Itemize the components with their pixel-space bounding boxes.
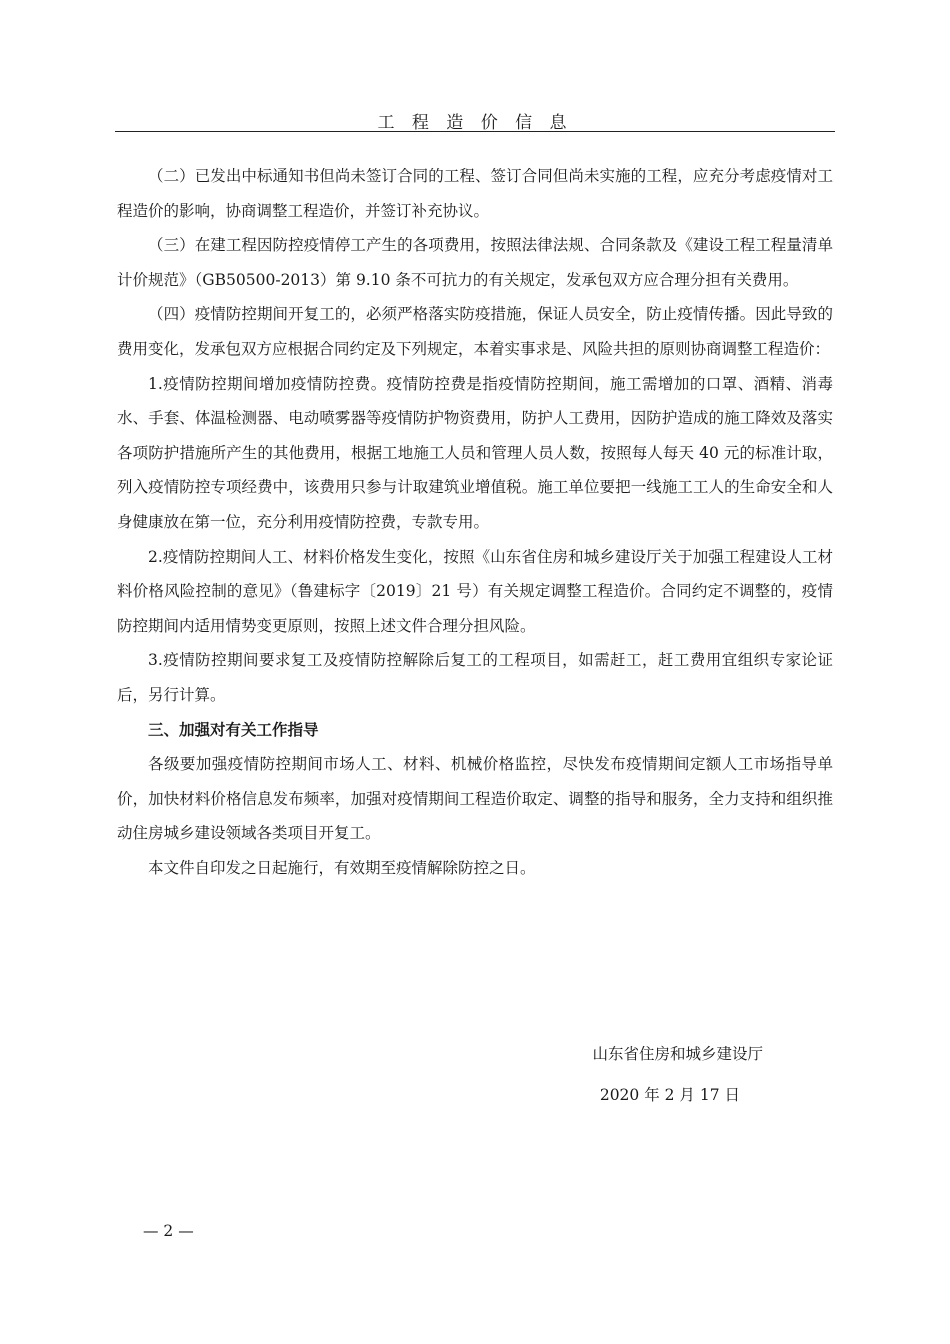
paragraph-subitem-1: 1.疫情防控期间增加疫情防控费。疫情防控费是指疫情防控期间，施工需增加的口罩、酒精、消毒水、手套、体温检测器、电动喷雾器等疫情防护物资费用，防护人工费用，因防护造成的施工降效及落实各项防护措施所产生的其他费用，根据工地施工人员和管理人员人数，按照每人每天 40 元的标准计取，列入疫情防控专项经费中，该费用只参与计取建筑业增值税。施工单位要把一线施工工人的生命安全和人身健康放在第一位，充分利用疫情防控费，专款专用。 bbox=[117, 374, 833, 531]
page-number: — 2 — bbox=[143, 1222, 194, 1240]
section-3-paragraph-1: 各级要加强疫情防控期间市场人工、材料、机械价格监控，尽快发布疫情期间定额人工市场指导单价，加快材料价格信息发布频率，加强对疫情期间工程造价取定、调整的指导和服务，全力支持和组织推动住房城乡建设领域各类项目开复工。 bbox=[117, 755, 833, 843]
section-3-paragraph-2: 本文件自印发之日起施行，有效期至疫情解除防控之日。 bbox=[148, 858, 536, 877]
paragraph-subitem-3: 3.疫情防控期间要求复工及疫情防控解除后复工的工程项目，如需赶工，赶工费用宜组织专家论证后，另行计算。 bbox=[117, 651, 833, 704]
paragraph-item-3: （三）在建工程因防控疫情停工产生的各项费用，按照法律法规、合同条款及《建设工程工程量清单计价规范》（GB50500-2013）第 9.10 条不可抗力的有关规定，发承包双方应合理分担有关费用。 bbox=[117, 236, 833, 289]
section-heading-3: 三、加强对有关工作指导 bbox=[148, 720, 319, 739]
paragraph-subitem-2: 2.疫情防控期间人工、材料价格发生变化，按照《山东省住房和城乡建设厅关于加强工程建设人工材料价格风险控制的意见》（鲁建标字〔2019〕21 号）有关规定调整工程造价。合同约定不调整的，疫情防控期间内适用情势变更原则，按照上述文件合理分担风险。 bbox=[117, 547, 833, 635]
paragraph-item-2: （二）已发出中标通知书但尚未签订合同的工程、签订合同但尚未实施的工程，应充分考虑疫情对工程造价的影响，协商调整工程造价，并签订补充协议。 bbox=[117, 167, 833, 220]
document-body bbox=[117, 159, 833, 885]
paragraph-item-4: （四）疫情防控期间开复工的，必须严格落实防疫措施，保证人员安全，防止疫情传播。因此导致的费用变化，发承包双方应根据合同约定及下列规定，本着实事求是、风险共担的原则协商调整工程造价： bbox=[117, 305, 833, 358]
running-header-title: 工 程 造 价 信 息 bbox=[377, 113, 573, 133]
signature-date: 2020 年 2 月 17 日 bbox=[599, 1086, 740, 1104]
header-rule bbox=[115, 131, 835, 132]
signature-organization: 山东省住房和城乡建设厅 bbox=[592, 1045, 763, 1063]
